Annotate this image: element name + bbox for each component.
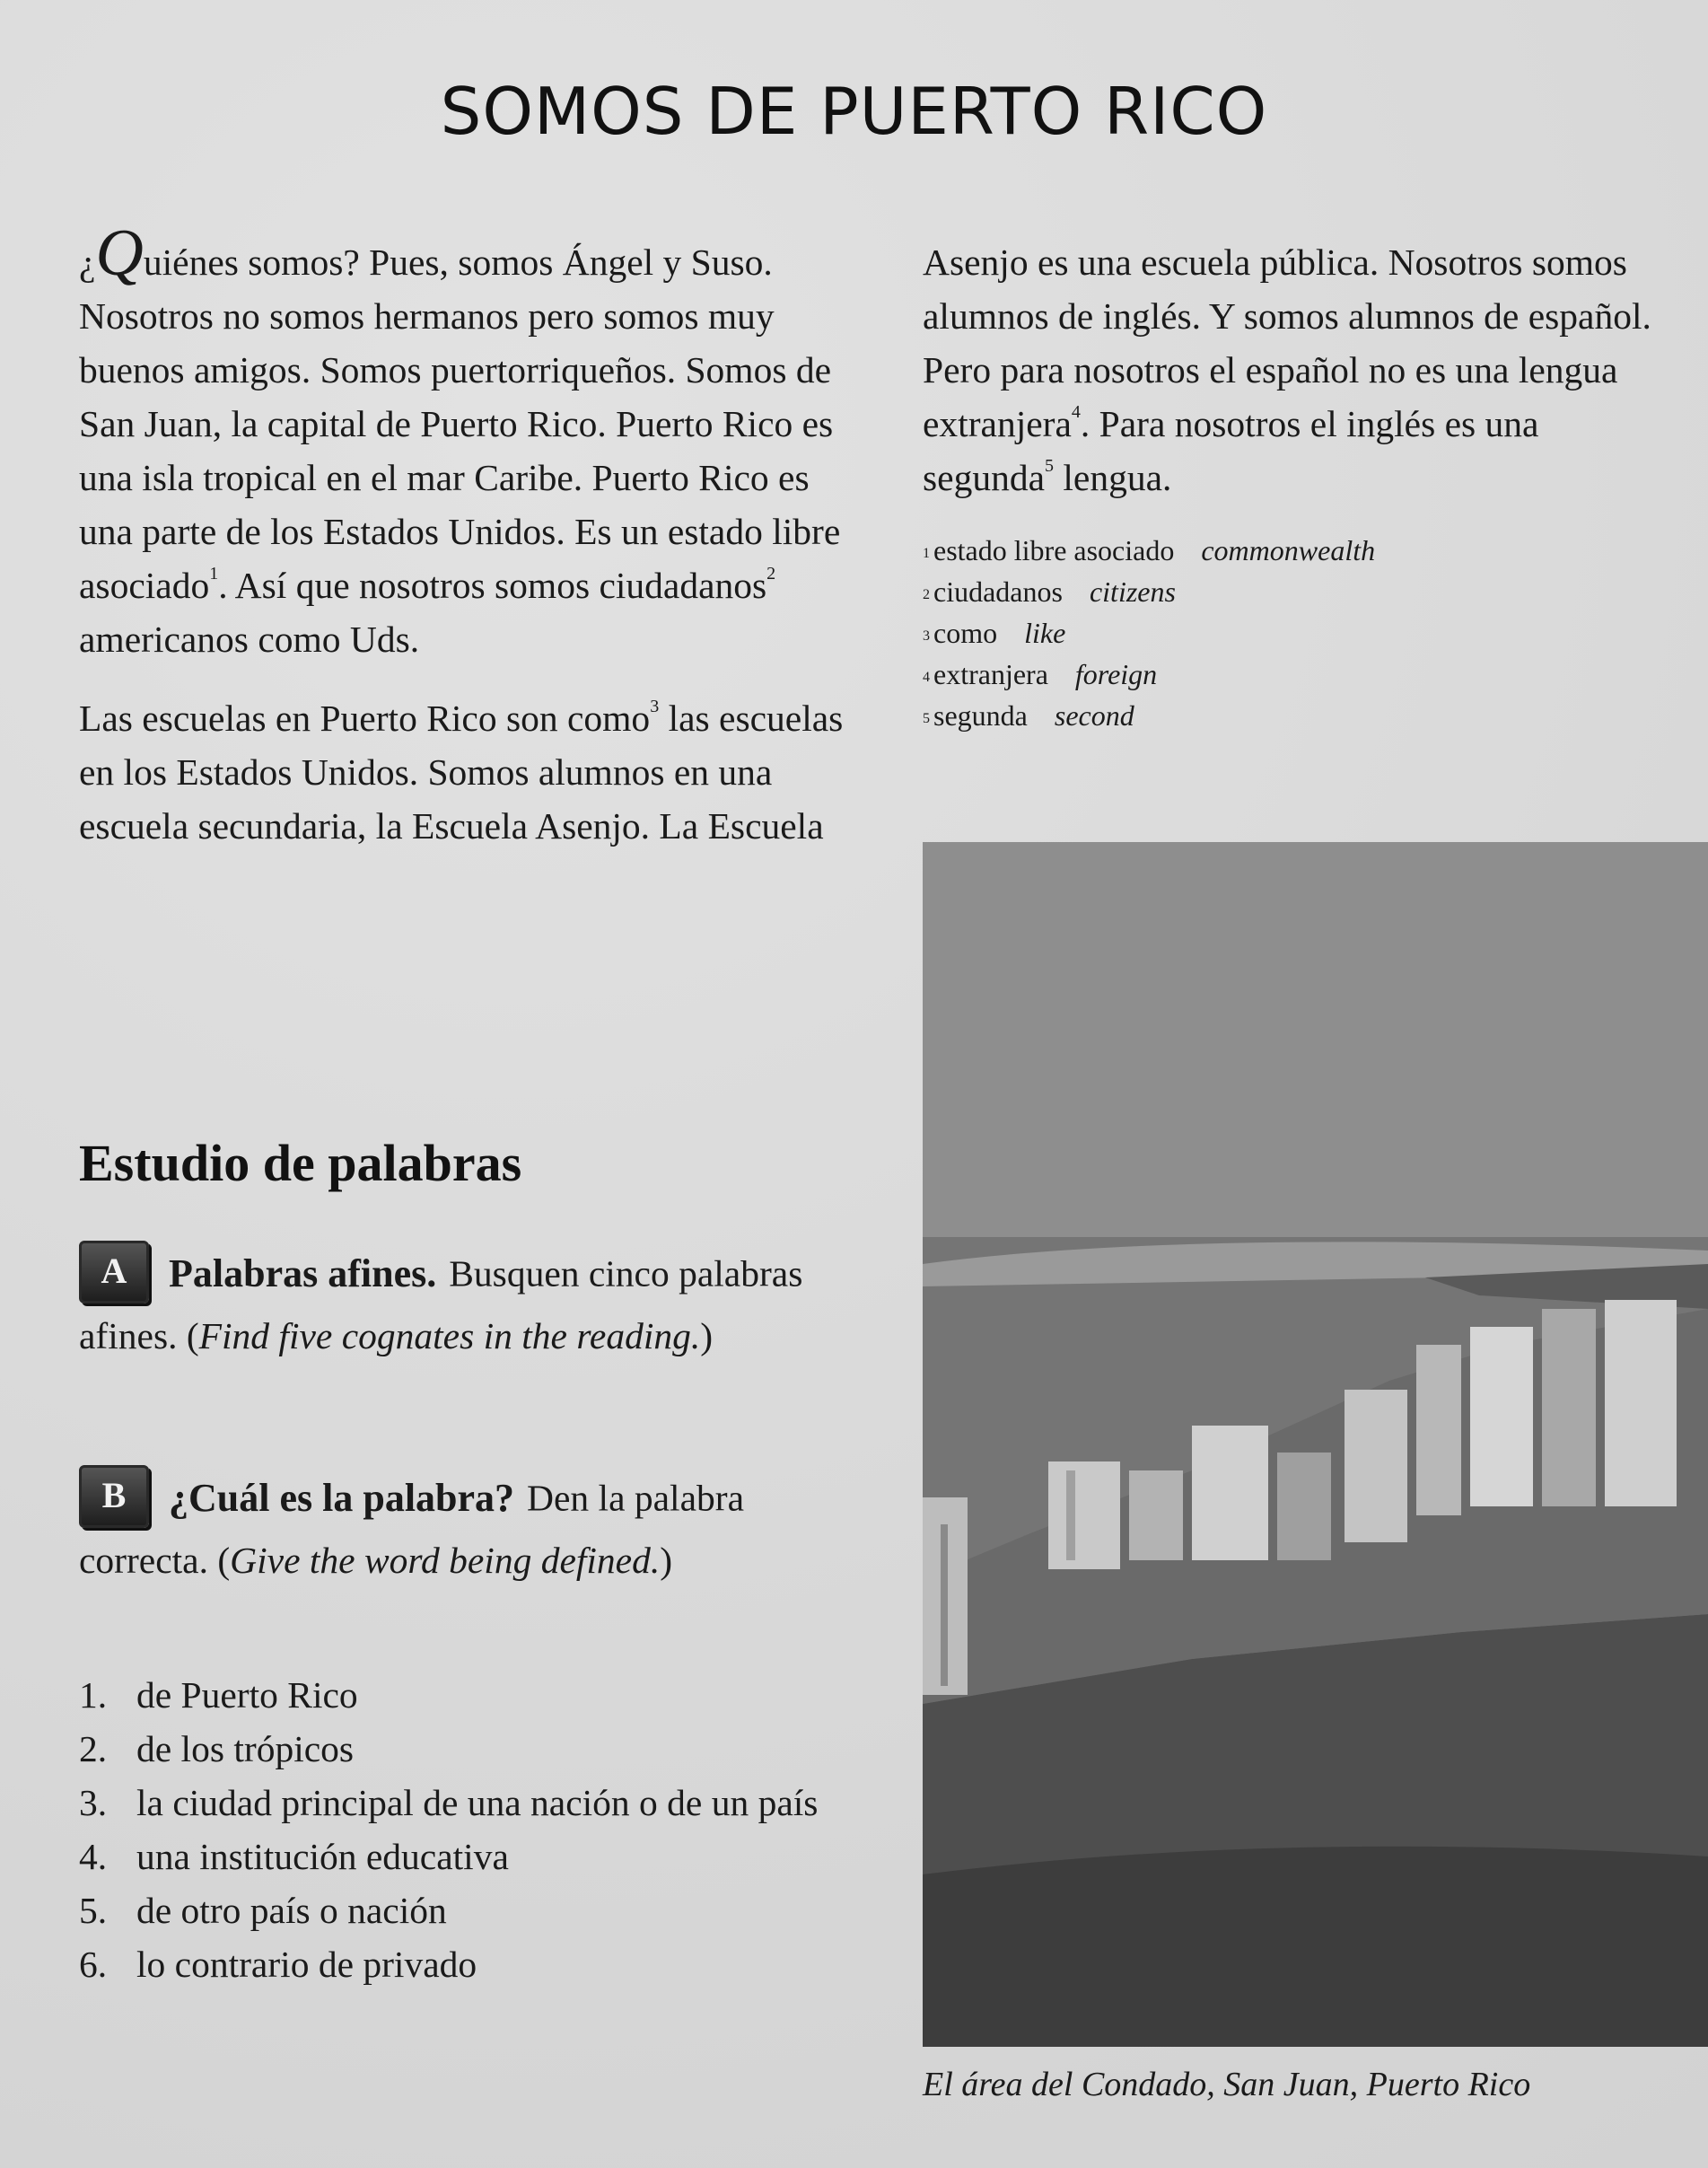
item-text: de Puerto Rico	[136, 1674, 358, 1716]
exercise-badge-a: A	[79, 1241, 149, 1303]
item-text: de los trópicos	[136, 1728, 355, 1769]
exercise-instruction: Den la palabra correcta. (	[79, 1477, 744, 1581]
footnote	[923, 695, 1677, 736]
footnote-english: like	[1024, 617, 1066, 649]
item-text: la ciudad principal de una nación o de un país	[136, 1782, 819, 1823]
footnote-ref-4: 4	[1071, 402, 1081, 423]
condado-aerial-photo	[923, 842, 1708, 2047]
inverted-question-mark: ¿	[79, 241, 96, 283]
footnote-number: 2	[923, 587, 930, 602]
paragraph-text: las escuelas en los Estados Unidos. Somos alumnos en una escuela secundaria, la Escuela Asenjo. La Escuela	[79, 698, 844, 847]
section-title: Estudio de palabras	[79, 1134, 522, 1192]
paragraph-text: lengua.	[1054, 457, 1172, 498]
aerial-city-illustration	[923, 842, 1708, 2047]
reading-right-column	[923, 235, 1677, 736]
exercise-close: )	[700, 1315, 714, 1356]
footnote-spanish: estado libre asociado	[933, 534, 1175, 566]
list-item	[79, 1668, 869, 1722]
footnote-spanish: como	[933, 617, 998, 649]
footnote-spanish: extranjera	[933, 658, 1048, 690]
reading-paragraph-2	[79, 691, 869, 853]
footnote-number: 1	[923, 546, 930, 561]
exercise-a	[79, 1246, 869, 1363]
footnote-english: foreign	[1074, 658, 1158, 690]
item-text: una institución educativa	[136, 1836, 509, 1877]
exercise-title: ¿Cuál es la palabra?	[169, 1475, 515, 1520]
exercise-instruction: Busquen cinco palabras afines. (	[79, 1252, 803, 1356]
paragraph-text: . Para nosotros el inglés es una segunda	[923, 403, 1539, 498]
item-number: 1.	[79, 1674, 108, 1716]
list-item	[79, 1937, 869, 1991]
footnote-number: 3	[923, 628, 930, 644]
exercise-title: Palabras afines.	[169, 1251, 437, 1295]
item-text: de otro país o nación	[136, 1890, 447, 1931]
exercise-english: Give the word being defined.	[230, 1540, 661, 1581]
photo-caption: El área del Condado, San Juan, Puerto Rico	[923, 2066, 1531, 2103]
footnote-spanish: segunda	[933, 699, 1028, 732]
item-number: 5.	[79, 1890, 108, 1931]
footnote-english: citizens	[1089, 575, 1176, 608]
paragraph-text: americanos como Uds.	[79, 619, 420, 660]
paragraph-text: uiénes somos? Pues, somos Ángel y Suso. Nosotros no somos hermanos pero somos muy buenos amigos. Somos puertorriqueños. Somos de San Juan, la capital de Puerto Rico. Puerto Rico es una isla tropical en el mar Caribe. Puerto Rico es una parte de los Estados Unidos. Es un estado libre asociado	[79, 241, 841, 606]
list-item	[79, 1776, 869, 1830]
paragraph-text: . Así que nosotros somos ciudadanos	[218, 565, 767, 606]
drop-cap: Q	[95, 216, 144, 290]
footnote-number: 5	[923, 711, 930, 726]
footnote-ref-1: 1	[209, 564, 219, 584]
paragraph-text: Las escuelas en Puerto Rico son como	[79, 698, 651, 739]
exercise-close: )	[660, 1540, 673, 1581]
item-text: lo contrario de privado	[136, 1944, 477, 1985]
reading-paragraph-1	[79, 216, 869, 666]
list-item	[79, 1883, 869, 1937]
exercise-b	[79, 1470, 869, 1587]
footnote-spanish: ciudadanos	[933, 575, 1063, 608]
item-number: 6.	[79, 1944, 108, 1985]
item-number: 2.	[79, 1728, 108, 1769]
footnote	[923, 571, 1677, 612]
item-number: 4.	[79, 1836, 108, 1877]
reading-paragraph-3	[923, 235, 1677, 505]
list-item	[79, 1722, 869, 1776]
footnote	[923, 612, 1677, 654]
page-title: SOMOS DE PUERTO RICO	[440, 74, 1268, 149]
paragraph-text: Asenjo es una escuela pública. Nosotros somos alumnos de inglés. Y somos alumnos de español. Pero para nosotros el español no es una lengua extranjera	[923, 241, 1651, 444]
exercise-badge-b: B	[79, 1465, 149, 1528]
footnote-ref-5: 5	[1045, 456, 1054, 477]
list-item	[79, 1830, 869, 1883]
exercise-english: Find five cognates in the reading.	[198, 1315, 701, 1356]
footnote-ref-3: 3	[650, 697, 660, 717]
footnote	[923, 654, 1677, 695]
item-number: 3.	[79, 1782, 108, 1823]
footnote-english: second	[1054, 699, 1134, 732]
footnote-english: commonwealth	[1201, 534, 1376, 566]
word-list	[79, 1668, 869, 1991]
footnote-number: 4	[923, 670, 930, 685]
footnote-ref-2: 2	[766, 564, 776, 584]
footnotes	[923, 530, 1677, 736]
reading-left-column	[79, 216, 869, 878]
footnote	[923, 530, 1677, 571]
